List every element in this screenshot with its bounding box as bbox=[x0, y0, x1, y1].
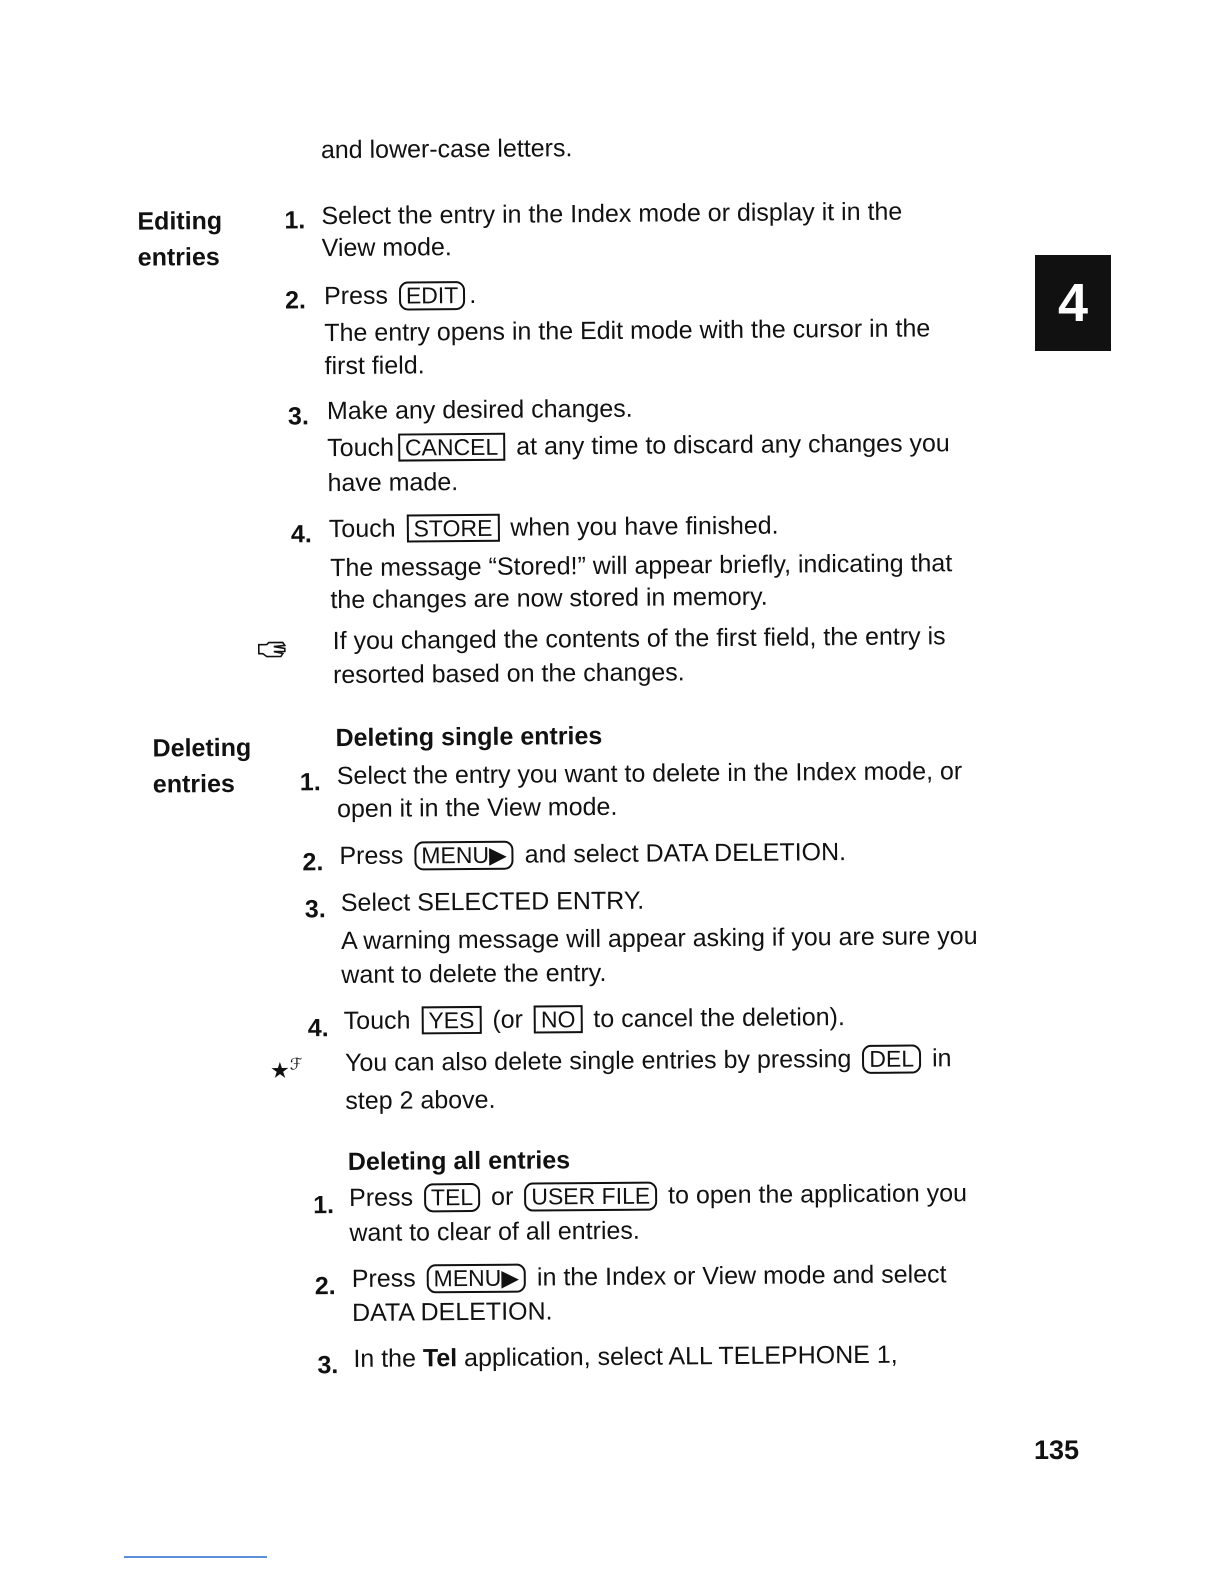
editing-step1-number: 1. bbox=[284, 206, 306, 235]
all-step3-line: In the Tel application, select ALL TELEPHONE 1, bbox=[353, 1340, 898, 1373]
store-key: STORE bbox=[406, 514, 499, 543]
editing-step4-desc1: The message “Stored!” will appear briefly, indicating that bbox=[330, 549, 953, 583]
all-step2-line2: DATA DELETION. bbox=[351, 1297, 553, 1327]
all-step3-number: 3. bbox=[317, 1351, 339, 1380]
editing-step2-desc1: The entry opens in the Edit mode with the cursor in the bbox=[324, 314, 931, 348]
deleting-step3-number: 3. bbox=[304, 895, 326, 924]
deleting-step3-desc1: A warning message will appear asking if you are sure you bbox=[340, 922, 978, 956]
deleting-step2-line: Press MENU▶ and select DATA DELETION. bbox=[339, 838, 847, 871]
editing-step2-desc2: first field. bbox=[324, 351, 425, 381]
all-step2-line1: Press MENU▶ in the Index or View mode and select bbox=[351, 1260, 947, 1293]
editing-step3-touch-line: Touch CANCEL at any time to discard any changes you bbox=[327, 429, 950, 463]
tel-key: TEL bbox=[424, 1183, 480, 1212]
editing-side-label: Editing entries bbox=[137, 206, 223, 272]
editing-step2-number: 2. bbox=[284, 286, 307, 315]
all-step2-number: 2. bbox=[314, 1272, 336, 1301]
single-entries-heading: Deleting single entries bbox=[335, 721, 603, 753]
editing-step3-number: 3. bbox=[287, 402, 309, 431]
cancel-key: CANCEL bbox=[398, 433, 506, 462]
all-entries-heading: Deleting all entries bbox=[347, 1146, 571, 1176]
deleting-step1-line2: open it in the View mode. bbox=[336, 792, 618, 824]
deleting-step1-line1: Select the entry you want to delete in the Index mode, or bbox=[336, 757, 963, 791]
deleting-tip-line2: step 2 above. bbox=[345, 1085, 496, 1116]
all-step1-line1: Press TEL or USER FILE to open the application you bbox=[349, 1179, 968, 1212]
edit-key: EDIT bbox=[399, 281, 466, 311]
editing-step4-number: 4. bbox=[290, 520, 312, 549]
editing-step3-text: Make any desired changes. bbox=[326, 394, 633, 426]
menu-key: MENU▶ bbox=[414, 841, 514, 871]
deleting-step2-number: 2. bbox=[302, 848, 324, 877]
editing-step4-line: Touch STORE when you have finished. bbox=[328, 511, 779, 544]
bottom-rule bbox=[124, 1556, 267, 1558]
chapter-tab: 4 bbox=[1035, 255, 1111, 351]
deleting-side-label: Deleting entries bbox=[152, 733, 252, 799]
deleting-step3-text: Select SELECTED ENTRY. bbox=[340, 886, 645, 918]
editing-note-line2: resorted based on the changes. bbox=[332, 658, 685, 690]
deleting-step3-desc2: want to delete the entry. bbox=[341, 958, 607, 990]
editing-step1-line1: Select the entry in the Index mode or display it in the bbox=[321, 197, 903, 231]
deleting-step4-number: 4. bbox=[307, 1014, 329, 1043]
page-number: 135 bbox=[1034, 1435, 1080, 1465]
deleting-tip-line1: You can also delete single entries by pressing DEL in bbox=[344, 1044, 952, 1078]
all-step1-number: 1. bbox=[313, 1191, 335, 1220]
no-key: NO bbox=[534, 1005, 583, 1033]
intro-line: and lower-case letters. bbox=[320, 134, 573, 165]
editing-step3-desc2: have made. bbox=[327, 468, 459, 498]
editing-step2-line: Press EDIT . bbox=[323, 280, 477, 311]
editing-step1-line2: View mode. bbox=[321, 233, 452, 263]
pointing-hand-icon bbox=[257, 640, 287, 660]
user-file-key: USER FILE bbox=[524, 1182, 657, 1212]
editing-step4-desc2: the changes are now stored in memory. bbox=[330, 582, 768, 615]
star-tip-icon: ★$^ℱ$ bbox=[270, 1056, 303, 1083]
deleting-step4-line: Touch YES (or NO to cancel the deletion). bbox=[343, 1003, 846, 1036]
editing-note-line1: If you changed the contents of the first field, the entry is bbox=[332, 622, 946, 656]
menu-key-2: MENU▶ bbox=[427, 1264, 527, 1294]
all-step1-line2: want to clear of all entries. bbox=[349, 1216, 640, 1247]
yes-key: YES bbox=[421, 1006, 481, 1034]
deleting-step1-number: 1. bbox=[299, 768, 321, 797]
del-key: DEL bbox=[862, 1044, 921, 1073]
